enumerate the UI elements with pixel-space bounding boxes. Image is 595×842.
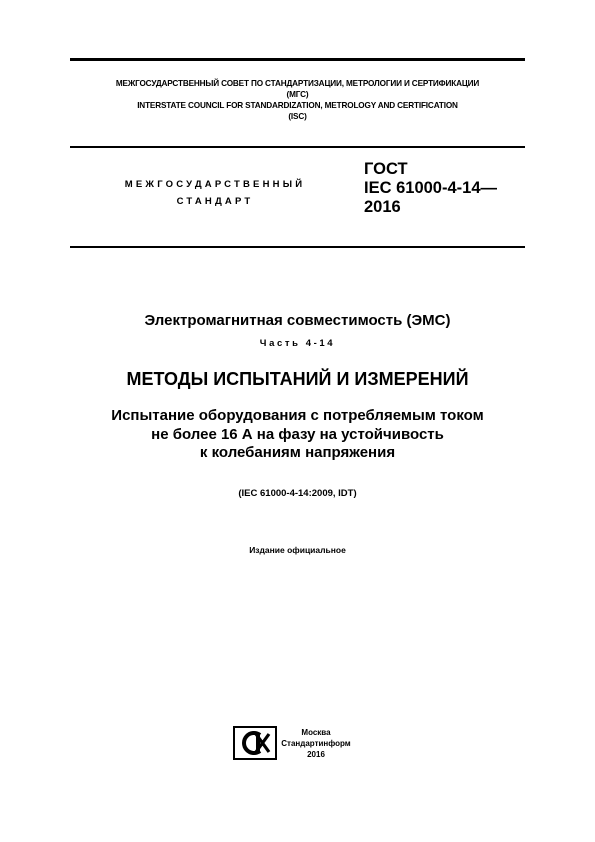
bottom-rule <box>70 246 525 248</box>
publisher-info <box>280 727 352 760</box>
council-name-ru: МЕЖГОСУДАРСТВЕННЫЙ СОВЕТ ПО СТАНДАРТИЗАЦИИ, МЕТРОЛОГИИ И СЕРТИФИКАЦИИ <box>115 79 480 88</box>
part-number: Часть 4-14 <box>259 338 336 349</box>
publisher-year: 2016 <box>307 750 325 759</box>
edition-note: Издание официальное <box>249 545 346 555</box>
designation-gost: ГОСТ <box>364 160 408 178</box>
top-rule <box>70 58 525 61</box>
standard-designation <box>364 160 497 217</box>
publisher-city: Москва <box>301 728 331 737</box>
methods-heading: МЕТОДЫ ИСПЫТАНИЙ И ИЗМЕРЕНИЙ <box>126 369 469 389</box>
standard-type <box>70 176 360 210</box>
subtitle-line1: Испытание оборудования с потребляемым током <box>111 407 484 424</box>
standard-type-line1: МЕЖГОСУДАРСТВЕННЫЙ <box>124 179 306 190</box>
council-header <box>70 78 525 122</box>
council-abbr-en: (ISC) <box>288 112 307 121</box>
council-name-en: INTERSTATE COUNCIL FOR STANDARDIZATION, METROLOGY AND CERTIFICATION <box>137 101 458 110</box>
council-abbr-ru: (МГС) <box>286 90 309 99</box>
designation-number: IEC 61000-4-14— <box>364 179 497 197</box>
standard-type-line2: СТАНДАРТ <box>176 196 254 207</box>
subtitle-line2: не более 16 А на фазу на устойчивость <box>151 425 444 443</box>
standartinform-logo-icon <box>233 726 277 760</box>
publisher-name: Стандартинформ <box>281 739 351 748</box>
iec-reference: (IEC 61000-4-14:2009, IDT) <box>238 488 357 499</box>
document-subtitle <box>40 407 555 463</box>
designation-year: 2016 <box>364 198 401 216</box>
document-title: Электромагнитная совместимость (ЭМС) <box>144 312 451 329</box>
subtitle-line3: к колебаниям напряжения <box>199 444 396 461</box>
middle-rule <box>70 146 525 148</box>
